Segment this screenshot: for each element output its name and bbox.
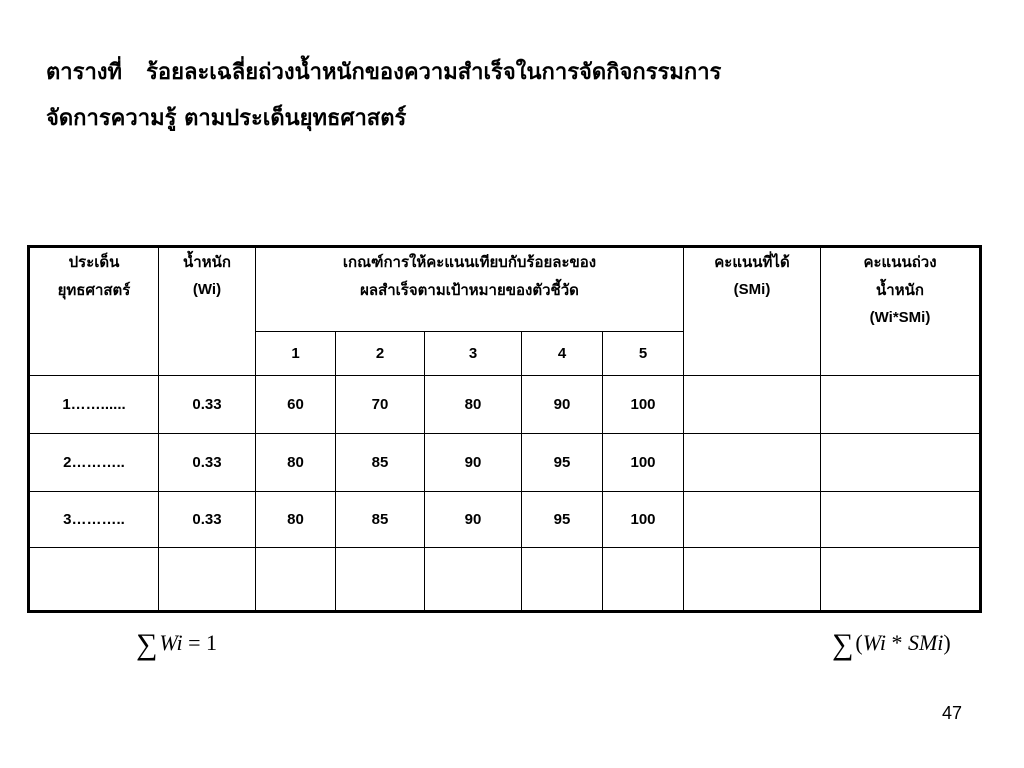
sum-symbol: ∑ <box>832 628 854 661</box>
row-level-4: 95 <box>522 434 603 492</box>
title-line-2: จัดการความรู้ ตามประเด็นยุทธศาสตร์ <box>46 106 407 131</box>
row-score <box>684 492 821 548</box>
title-table-label: ตารางที่ <box>46 60 123 85</box>
title-line-1-text: ร้อยละเฉลี่ยถ่วงน้ำหนักของความสำเร็จในการจัดกิจกรรมการ <box>146 60 722 85</box>
row-level-1 <box>256 548 336 612</box>
table-row <box>29 548 981 612</box>
row-level-2: 85 <box>336 434 425 492</box>
row-level-4: 95 <box>522 492 603 548</box>
row-issue: 2……….. <box>29 434 159 492</box>
header-level-3: 3 <box>425 332 522 376</box>
formula-var-wi: Wi <box>159 630 183 655</box>
page-number: 47 <box>941 703 962 723</box>
row-level-2: 85 <box>336 492 425 548</box>
row-level-2: 70 <box>336 376 425 434</box>
row-weighted-score <box>821 492 981 548</box>
row-level-4: 90 <box>522 376 603 434</box>
row-weight: 0.33 <box>159 492 256 548</box>
row-level-1: 60 <box>256 376 336 434</box>
row-weighted-score <box>821 376 981 434</box>
row-level-3 <box>425 548 522 612</box>
row-level-4 <box>522 548 603 612</box>
sum-weights-formula <box>136 628 217 662</box>
title-line-1 <box>46 50 1006 96</box>
slide-title <box>46 50 1006 142</box>
header-level-5: 5 <box>603 332 684 376</box>
row-weighted-score <box>821 548 981 612</box>
row-level-5: 100 <box>603 376 684 434</box>
row-level-5: 100 <box>603 492 684 548</box>
formula-var-wi: Wi <box>862 630 886 655</box>
row-weighted-score <box>821 434 981 492</box>
formula-equals-one: = 1 <box>182 630 218 655</box>
row-score <box>684 376 821 434</box>
row-issue <box>29 548 159 612</box>
row-level-5: 100 <box>603 434 684 492</box>
row-level-3: 90 <box>425 492 522 548</box>
row-score <box>684 548 821 612</box>
row-score <box>684 434 821 492</box>
table-row <box>29 376 981 434</box>
sum-weighted-scores-formula: ∑(Wi * SMi) <box>832 628 951 661</box>
header-level-2: 2 <box>336 332 425 376</box>
row-level-3: 80 <box>425 376 522 434</box>
header-issue: ประเด็น ยุทธศาสตร์ <box>29 247 159 376</box>
row-weight: 0.33 <box>159 434 256 492</box>
row-level-1: 80 <box>256 492 336 548</box>
row-level-5 <box>603 548 684 612</box>
formula-var-smi: SMi <box>907 630 944 655</box>
row-level-3: 90 <box>425 434 522 492</box>
score-table <box>27 245 982 613</box>
row-weight <box>159 548 256 612</box>
header-weight: น้ำหนัก (Wi) <box>159 247 256 376</box>
row-level-2 <box>336 548 425 612</box>
header-level-1: 1 <box>256 332 336 376</box>
row-level-1: 80 <box>256 434 336 492</box>
header-criteria: เกณฑ์การให้คะแนนเทียบกับร้อยละของ ผลสำเร็จตามเป้าหมายของตัวชี้วัด <box>256 247 684 332</box>
row-issue: 1……...... <box>29 376 159 434</box>
header-weighted-score: คะแนนถ่วง น้ำหนัก (Wi*SMi) <box>821 247 981 376</box>
header-score: คะแนนที่ได้ (SMi) <box>684 247 821 376</box>
sum-symbol: ∑ <box>136 628 158 661</box>
header-level-4: 4 <box>522 332 603 376</box>
table-row <box>29 492 981 548</box>
row-issue: 3……….. <box>29 492 159 548</box>
row-weight: 0.33 <box>159 376 256 434</box>
table-row <box>29 434 981 492</box>
